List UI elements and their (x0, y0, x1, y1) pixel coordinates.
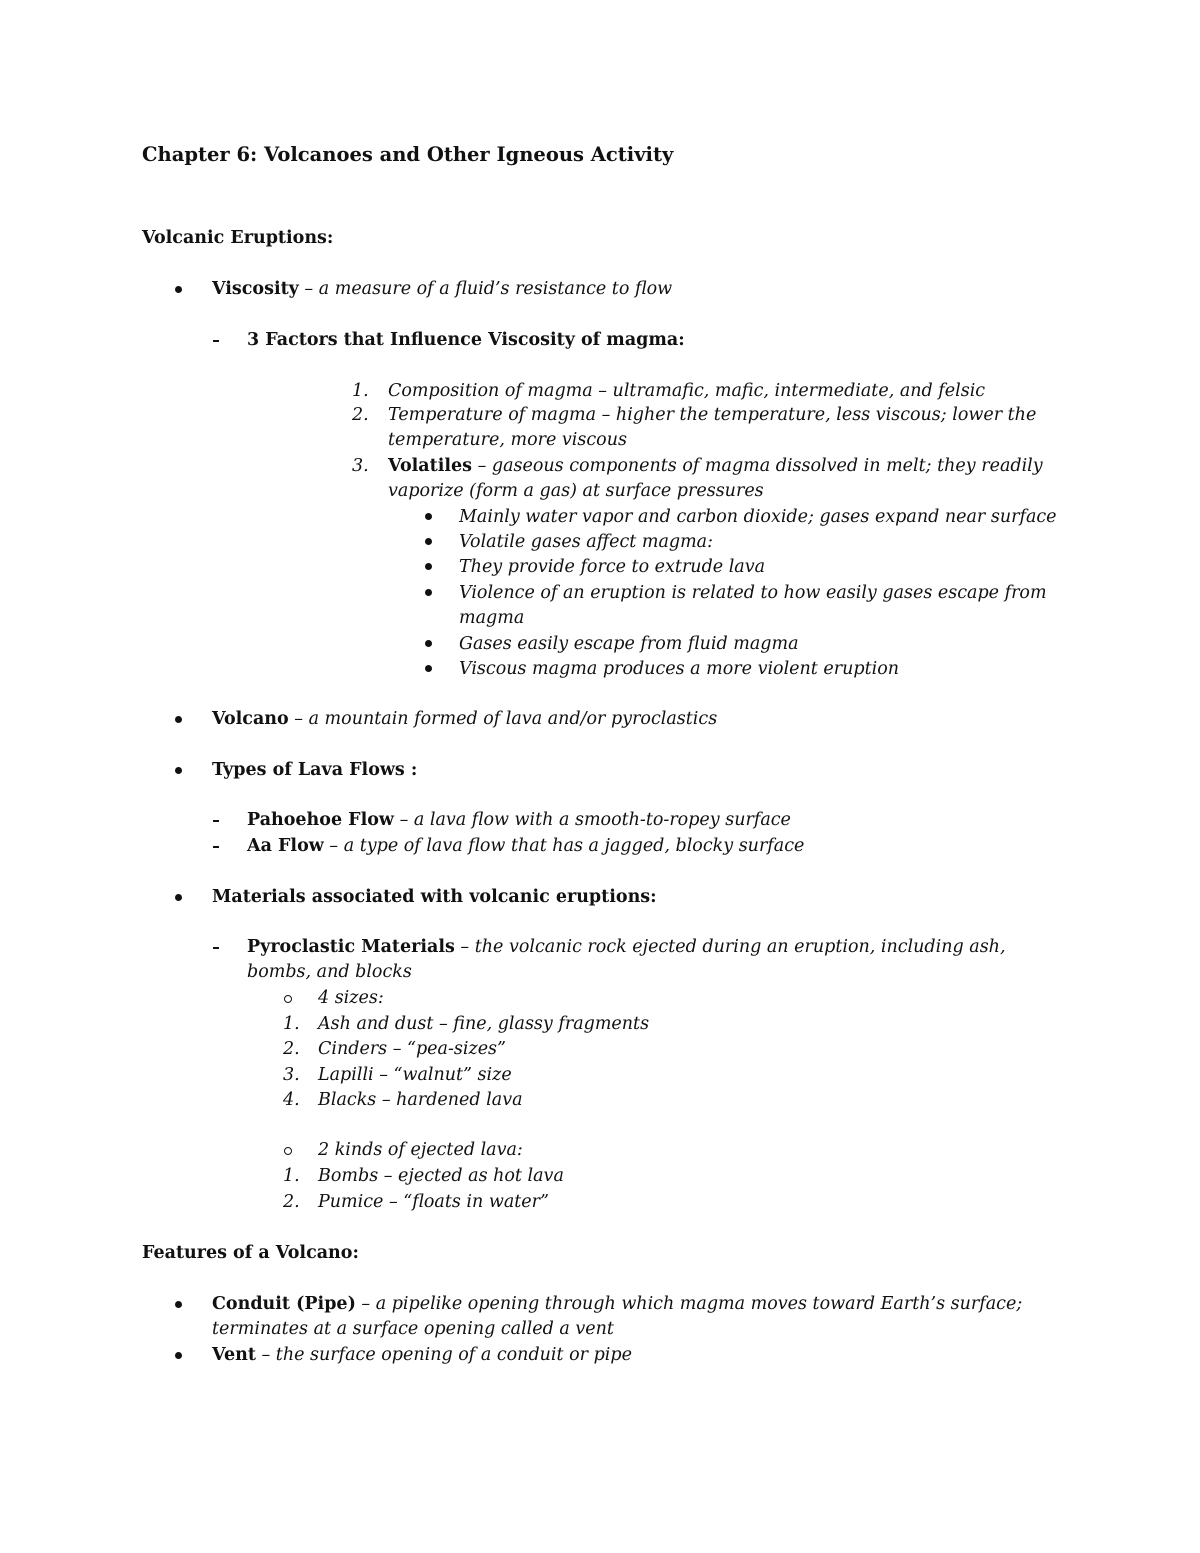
dash-icon (213, 820, 219, 822)
list-number: 3. (283, 1065, 300, 1085)
bullet-icon (175, 894, 182, 901)
lava-flow-pahoehoe (247, 808, 791, 832)
factor-composition: Composition of magma – ultramafic, mafic, intermediate, and felsic (388, 381, 986, 401)
term-aa: Aa Flow (247, 836, 324, 856)
factor-volatiles-cont: vaporize (form a gas) at surface pressures (388, 481, 764, 501)
list-number: 4. (283, 1090, 300, 1110)
list-number: 2. (352, 405, 369, 425)
kind-item: Bombs – ejected as hot lava (318, 1166, 564, 1186)
volatile-point: Mainly water vapor and carbon dioxide; gases expand near surface (459, 507, 1057, 527)
bullet-icon (175, 1301, 182, 1308)
volatile-point: They provide force to extrude lava (459, 557, 766, 577)
list-number: 1. (283, 1166, 300, 1186)
bullet-icon (175, 716, 182, 723)
volatile-point-cont: magma (459, 608, 525, 628)
size-item: Cinders – “pea-sizes” (318, 1039, 506, 1059)
list-number: 1. (283, 1014, 300, 1034)
term-conduit: Conduit (Pipe) (212, 1294, 356, 1314)
list-item-materials: Materials associated with volcanic eruptions: (212, 887, 657, 907)
definition-volcano: – a mountain formed of lava and/or pyroclastics (288, 709, 718, 729)
list-number: 2. (283, 1192, 300, 1212)
size-item: Lapilli – “walnut” size (318, 1065, 512, 1085)
term-volatiles: Volatiles (388, 456, 472, 476)
size-item: Blacks – hardened lava (318, 1090, 523, 1110)
list-number: 1. (352, 381, 369, 401)
dash-icon (213, 340, 219, 342)
size-item: Ash and dust – fine, glassy fragments (318, 1014, 650, 1034)
list-item-lava-flows: Types of Lava Flows : (212, 760, 418, 780)
bullet-icon (425, 665, 432, 672)
bullet-icon (175, 1352, 182, 1359)
page-title: Chapter 6: Volcanoes and Other Igneous Activity (142, 143, 674, 166)
bullet-icon (425, 513, 432, 520)
term-vent: Vent (212, 1345, 256, 1365)
bullet-icon (425, 538, 432, 545)
bullet-icon (425, 563, 432, 570)
pyroclastic-materials-cont: bombs, and blocks (247, 962, 412, 982)
list-item-volcano (212, 707, 717, 731)
factor-temperature: Temperature of magma – higher the temperature, less viscous; lower the (388, 405, 1037, 425)
section-heading-features: Features of a Volcano: (142, 1243, 359, 1263)
circle-bullet-icon (284, 1147, 292, 1155)
term-volcano: Volcano (212, 709, 289, 729)
definition-pyroclastic: – the volcanic rock ejected during an eruption, including ash, (454, 937, 1006, 957)
list-item-vent (212, 1343, 632, 1367)
term-pyroclastic: Pyroclastic Materials (247, 937, 455, 957)
bullet-icon (175, 767, 182, 774)
factors-heading: 3 Factors that Influence Viscosity of magma: (247, 330, 685, 350)
section-heading-eruptions: Volcanic Eruptions: (142, 228, 334, 248)
term-viscosity: Viscosity (212, 279, 299, 299)
term-pahoehoe: Pahoehoe Flow (247, 810, 394, 830)
dash-icon (213, 947, 219, 949)
definition-pahoehoe: – a lava flow with a smooth-to-ropey surface (394, 810, 791, 830)
definition-aa: – a type of lava flow that has a jagged, blocky surface (323, 836, 805, 856)
definition-viscosity: – a measure of a fluid’s resistance to flow (298, 279, 673, 299)
sizes-heading: 4 sizes: (318, 988, 384, 1008)
definition-conduit: – a pipelike opening through which magma moves toward Earth’s surface; (355, 1294, 1023, 1314)
kinds-heading: 2 kinds of ejected lava: (318, 1140, 523, 1160)
pyroclastic-materials (247, 935, 1006, 959)
definition-volatiles: – gaseous components of magma dissolved in melt; they readily (472, 456, 1043, 476)
factor-volatiles (388, 454, 1043, 478)
volatile-point: Volatile gases affect magma: (459, 532, 713, 552)
lava-flow-aa (247, 834, 804, 858)
list-number: 3. (352, 456, 369, 476)
bullet-icon (425, 589, 432, 596)
list-number: 2. (283, 1039, 300, 1059)
dash-icon (213, 846, 219, 848)
factor-temperature-cont: temperature, more viscous (388, 430, 627, 450)
volatile-point: Violence of an eruption is related to how easily gases escape from (459, 583, 1047, 603)
definition-vent: – the surface opening of a conduit or pipe (255, 1345, 632, 1365)
bullet-icon (425, 640, 432, 647)
kind-item: Pumice – “floats in water” (318, 1192, 549, 1212)
list-item-conduit-cont: terminates at a surface opening called a vent (212, 1319, 614, 1339)
volatile-point: Gases easily escape from fluid magma (459, 634, 799, 654)
bullet-icon (175, 286, 182, 293)
volatile-point: Viscous magma produces a more violent eruption (459, 659, 900, 679)
list-item-conduit (212, 1292, 1022, 1316)
circle-bullet-icon (284, 995, 292, 1003)
list-item-viscosity (212, 277, 672, 301)
